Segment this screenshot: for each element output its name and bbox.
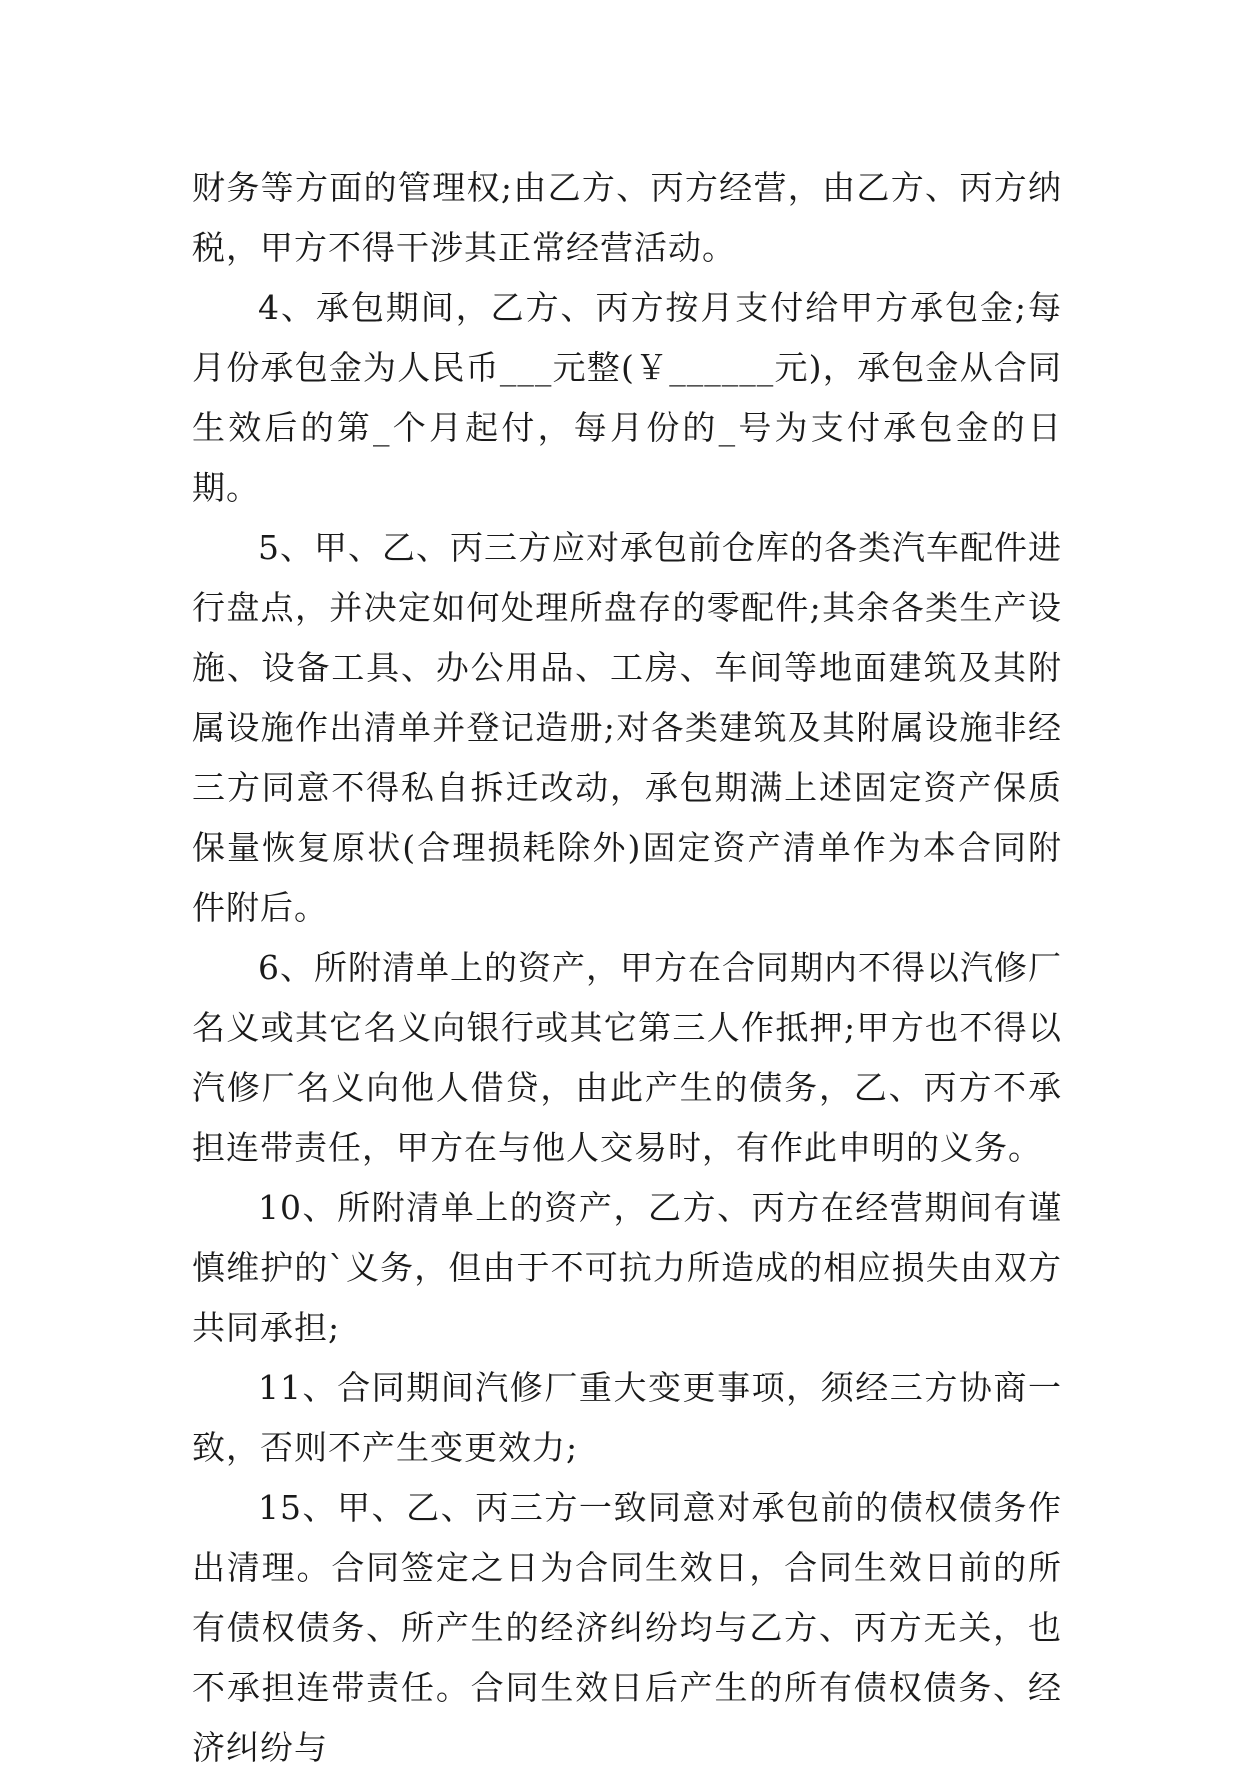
paragraph-clause-15: 15、甲、乙、丙三方一致同意对承包前的债权债务作出清理。合同签定之日为合同生效日，合同生效日前的所有债权债务、所产生的经济纠纷均与乙方、丙方无关，也不承担连带责任。合同生效日后产生的所有债权债务、经济纠纷与 bbox=[192, 1488, 1062, 1767]
paragraph-clause-11: 11、合同期间汽修厂重大变更事项，须经三方协商一致，否则不产生变更效力; bbox=[192, 1368, 1062, 1467]
paragraph-clause-5: 5、甲、乙、丙三方应对承包前仓库的各类汽车配件进行盘点，并决定如何处理所盘存的零配件;其余各类生产设施、设备工具、办公用品、工房、车间等地面建筑及其附属设施作出清单并登记造册;对各类建筑及其附属设施非经三方同意不得私自拆迁改动，承包期满上述固定资产保质保量恢复原状(合理损耗除外)固定资产清单作为本合同附件附后。 bbox=[192, 528, 1062, 927]
paragraph-continuation: 财务等方面的管理权;由乙方、丙方经营，由乙方、丙方纳税，甲方不得干涉其正常经营活动。 bbox=[192, 168, 1062, 267]
document-body bbox=[192, 158, 1062, 1778]
paragraph-clause-10: 10、所附清单上的资产，乙方、丙方在经营期间有谨慎维护的`义务，但由于不可抗力所造成的相应损失由双方共同承担; bbox=[192, 1188, 1062, 1347]
paragraph-clause-4: 4、承包期间，乙方、丙方按月支付给甲方承包金;每月份承包金为人民币___元整(￥______元)，承包金从合同生效后的第_个月起付，每月份的_号为支付承包金的日期。 bbox=[192, 288, 1062, 507]
paragraph-clause-6: 6、所附清单上的资产，甲方在合同期内不得以汽修厂名义或其它名义向银行或其它第三人作抵押;甲方也不得以汽修厂名义向他人借贷，由此产生的债务，乙、丙方不承担连带责任，甲方在与他人交易时，有作此申明的义务。 bbox=[192, 948, 1062, 1167]
